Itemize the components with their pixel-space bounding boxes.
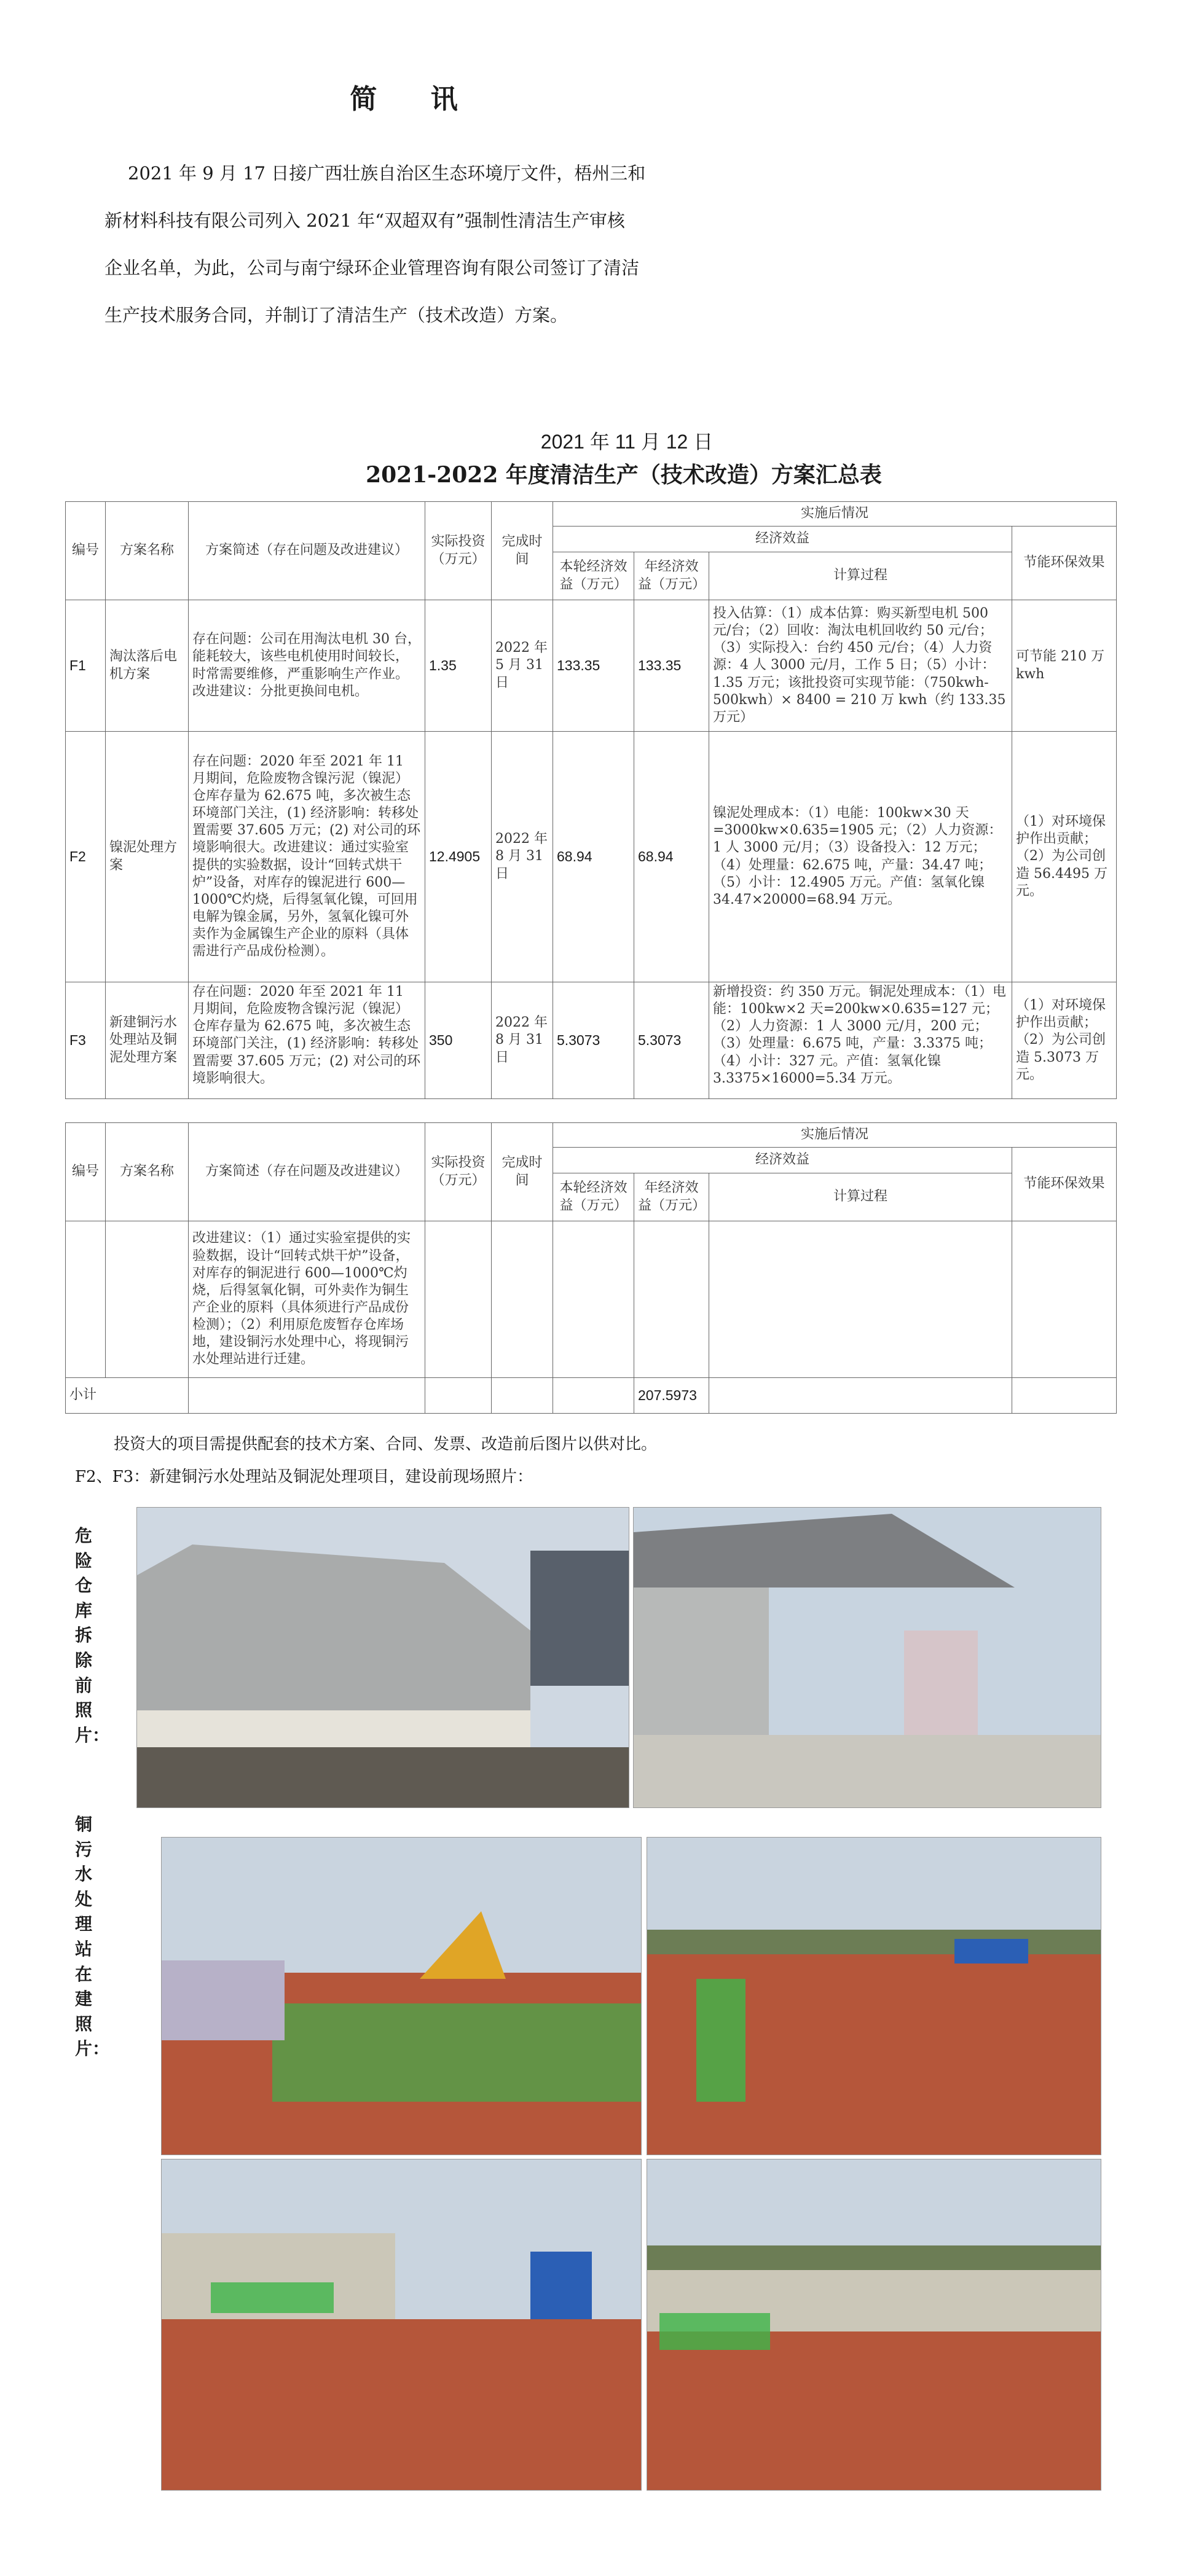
header-invest: 实际投资（万元） xyxy=(425,1123,492,1221)
document-title: 简 讯 xyxy=(350,84,480,115)
row-round: 133.35 xyxy=(553,600,634,732)
row-complete: 2022 年 5 月 31 日 xyxy=(492,600,553,732)
row-env: （1）对环境保护作出贡献；（2）为公司创造 5.3073 万元。 xyxy=(1012,982,1117,1099)
row-invest: 1.35 xyxy=(425,600,492,732)
table-row xyxy=(66,600,1117,732)
header-desc: 方案简述（存在问题及改进建议） xyxy=(189,1123,425,1221)
header-annual: 年经济效益（万元） xyxy=(634,552,709,600)
row-invest: 350 xyxy=(425,982,492,1099)
intro-line-1: 2021 年 9 月 17 日接广西壮族自治区生态环境厅文件，梧州三和 xyxy=(128,163,646,184)
row-name: 淘汰落后电机方案 xyxy=(106,600,189,732)
intro-line-4: 生产技术服务合同，并制订了清洁生产（技术改造）方案。 xyxy=(104,305,568,326)
row-no: F1 xyxy=(66,600,106,732)
row-round: 5.3073 xyxy=(553,982,634,1099)
row-desc: 存在问题：2020 年至 2021 年 11 月期间，危险废物含镍污泥（镍泥）仓库存量为 62.675 吨，多次被生态环境部门关注，(1) 经济影响：转移处置需要 37.605 万元；(2) 对公司的环境影响很大。 xyxy=(189,982,425,1099)
header-round: 本轮经济效益（万元） xyxy=(553,552,634,600)
row-no: F3 xyxy=(66,982,106,1099)
header-env: 节能环保效果 xyxy=(1012,1148,1117,1221)
header-impl: 实施后情况 xyxy=(553,502,1117,527)
header-no: 编号 xyxy=(66,502,106,600)
row-desc: 存在问题：2020 年至 2021 年 11 月期间，危险废物含镍污泥（镍泥）仓库存量为 62.675 吨，多次被生态环境部门关注，(1) 经济影响：转移处置需要 37.605 万元；(2) 对公司的环境影响很大。改进建议：通过实验室提供的实验数据，设计“回转式烘干炉”设备，对库存的镍泥进行 600—1000℃灼烧，后得氢氧化镍，可回用电解为镍金属，另外，氢氧化镍可外卖作为金属镍生产企业的原料（具体需进行产品成份检测）。 xyxy=(189,732,425,982)
row-env: 可节能 210 万 kwh xyxy=(1012,600,1117,732)
construction-photo-2 xyxy=(647,1837,1101,2155)
header-env: 节能环保效果 xyxy=(1012,527,1117,600)
table-row xyxy=(66,982,1117,1099)
subtotal-annual: 207.5973 xyxy=(634,1378,709,1414)
header-invest: 实际投资（万元） xyxy=(425,502,492,600)
header-econ: 经济效益 xyxy=(553,1148,1012,1173)
subtotal-row xyxy=(66,1378,1117,1414)
row-invest: 12.4905 xyxy=(425,732,492,982)
subtotal-label: 小计 xyxy=(66,1378,189,1414)
row-annual: 133.35 xyxy=(634,600,709,732)
intro-line-3: 企业名单，为此，公司与南宁绿环企业管理咨询有限公司签订了清洁 xyxy=(104,257,640,278)
header-calc: 计算过程 xyxy=(709,552,1012,600)
row-calc: 投入估算：（1）成本估算：购买新型电机 500 元/台；（2）回收：淘汰电机回收约 50 元/台；（3）实际投入：台约 450 元/台；（4）人力资源：4 人 3000 元/月，工作 5 日；（5）小计：1.35 万元；该批投资可实现节能：（750kwh-500kwh）× 8400 = 210 万 kwh（约 133.35 万元） xyxy=(709,600,1012,732)
row-name: 镍泥处理方案 xyxy=(106,732,189,982)
row-calc: 新增投资：约 350 万元。铜泥处理成本：（1）电能：100kw×2 天=200kw×0.635=127 元；（2）人力资源：1 人 3000 元/月，200 元；（3）处理量：6.675 吨，产量：3.3375 吨；（4）小计：327 元。产值：氢氧化镍 3.3375×16000=5.34 万元。 xyxy=(709,982,1012,1099)
header-name: 方案名称 xyxy=(106,1123,189,1221)
row-calc: 镍泥处理成本：（1）电能：100kw×30 天=3000kw×0.635=1905 元；（2）人力资源：1 人 3000 元/月；（3）设备投入：12 万元；（4）处理量：62.675 吨，产量：34.47 吨；（5）小计：12.4905 万元。产值：氢氧化镍 34.47×20000=68.94 万元。 xyxy=(709,732,1012,982)
header-calc: 计算过程 xyxy=(709,1173,1012,1221)
row-no: F2 xyxy=(66,732,106,982)
header-name: 方案名称 xyxy=(106,502,189,600)
row-annual: 68.94 xyxy=(634,732,709,982)
row-desc: 存在问题：公司在用淘汰电机 30 台，能耗较大，该些电机使用时间较长，时常需要维修，严重影响生产作业。改进建议：分批更换间电机。 xyxy=(189,600,425,732)
summary-table-continued xyxy=(65,1122,1117,1414)
row-complete: 2022 年 8 月 31 日 xyxy=(492,732,553,982)
header-no: 编号 xyxy=(66,1123,106,1221)
table-row xyxy=(66,732,1117,982)
caption-before-demolition: 危险仓库拆除前照片： xyxy=(75,1525,110,1745)
row-complete: 2022 年 8 月 31 日 xyxy=(492,982,553,1099)
row-name: 新建铜污水处理站及铜泥处理方案 xyxy=(106,982,189,1099)
construction-photo-1 xyxy=(161,1837,642,2155)
warehouse-photo-1 xyxy=(136,1507,629,1808)
table-title: 2021-2022 年度清洁生产（技术改造）方案汇总表 xyxy=(366,462,882,488)
caption-under-construction: 铜污水处理站在建照片： xyxy=(75,1814,110,2059)
construction-photo-3 xyxy=(161,2159,642,2491)
row-env: （1）对环境保护作出贡献；（2）为公司创造 56.4495 万元。 xyxy=(1012,732,1117,982)
header-impl: 实施后情况 xyxy=(553,1123,1117,1148)
note-1: 投资大的项目需提供配套的技术方案、合同、发票、改造前后图片以供对比。 xyxy=(114,1435,658,1454)
header-complete: 完成时间 xyxy=(492,502,553,600)
row-annual: 5.3073 xyxy=(634,982,709,1099)
header-desc: 方案简述（存在问题及改进建议） xyxy=(189,502,425,600)
header-complete: 完成时间 xyxy=(492,1123,553,1221)
header-annual: 年经济效益（万元） xyxy=(634,1173,709,1221)
warehouse-photo-2 xyxy=(633,1507,1101,1808)
report-date: 2021 年 11 月 12 日 xyxy=(540,431,714,453)
intro-line-2: 新材料科技有限公司列入 2021 年“双超双有”强制性清洁生产审核 xyxy=(104,210,625,231)
note-2: F2、F3：新建铜污水处理站及铜泥处理项目，建设前现场照片： xyxy=(75,1468,533,1486)
table-row xyxy=(66,1221,1117,1378)
row-desc: 改进建议：（1）通过实验室提供的实验数据，设计“回转式烘干炉”设备，对库存的铜泥进行 600—1000℃灼烧，后得氢氧化铜，可外卖作为铜生产企业的原料（具体须进行产品成份检测）；（2）利用原危废暂存仓库场地，建设铜污水处理中心，将现铜污水处理站进行迁建。 xyxy=(189,1221,425,1378)
header-econ: 经济效益 xyxy=(553,527,1012,552)
row-round: 68.94 xyxy=(553,732,634,982)
construction-photo-4 xyxy=(647,2159,1101,2491)
header-round: 本轮经济效益（万元） xyxy=(553,1173,634,1221)
summary-table xyxy=(65,501,1117,1099)
